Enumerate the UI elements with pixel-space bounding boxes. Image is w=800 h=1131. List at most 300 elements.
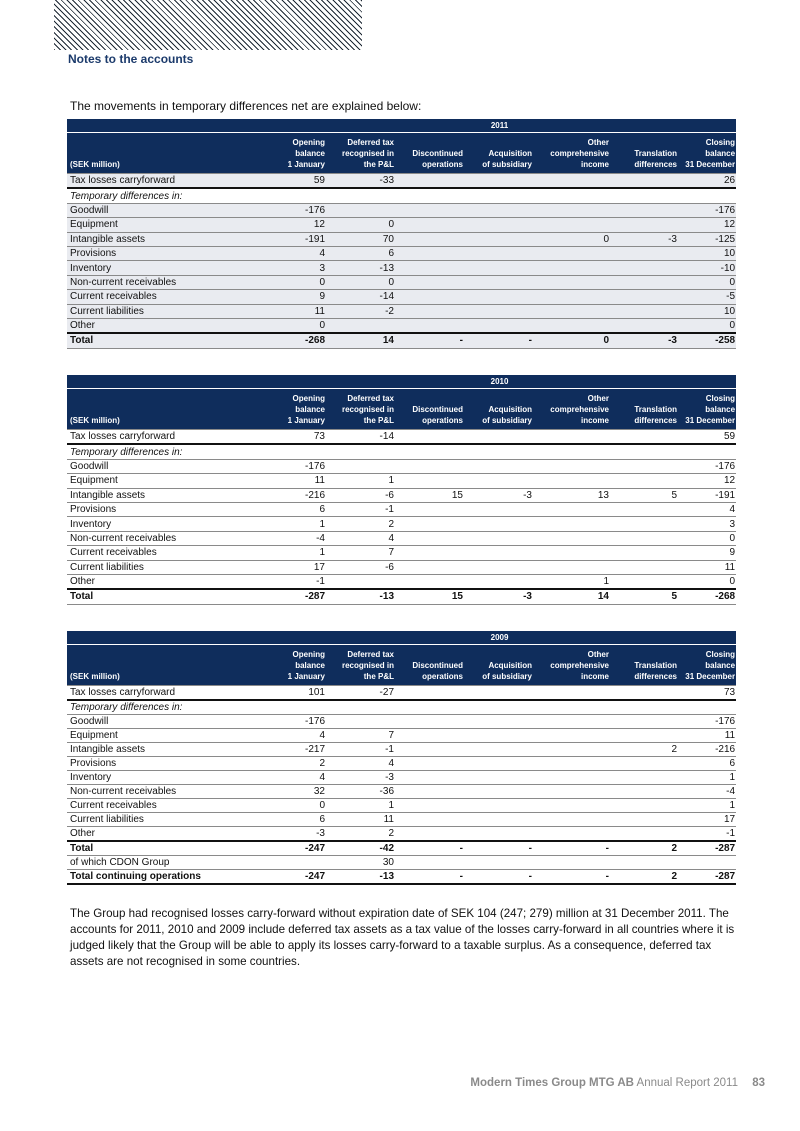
table-cell: 73 bbox=[678, 686, 736, 701]
table-cell: -4 bbox=[263, 531, 326, 545]
table-cell bbox=[464, 290, 533, 304]
table-cell bbox=[464, 715, 533, 729]
table-cell bbox=[395, 502, 464, 516]
table-cell: -216 bbox=[263, 488, 326, 502]
table-cell: 15 bbox=[395, 589, 464, 604]
table-cell bbox=[464, 218, 533, 232]
table-cell bbox=[395, 531, 464, 545]
column-header-line: Closing bbox=[705, 138, 736, 147]
table-cell: 6 bbox=[326, 246, 395, 260]
table-cell bbox=[395, 430, 464, 445]
table-cell bbox=[610, 275, 678, 289]
table-cell: 9 bbox=[678, 546, 736, 560]
table-cell: -3 bbox=[263, 827, 326, 842]
table-cell bbox=[533, 531, 610, 545]
column-header-line bbox=[395, 137, 463, 148]
table-cell bbox=[610, 560, 678, 574]
table-cell bbox=[395, 218, 464, 232]
row-label: Inventory bbox=[67, 517, 263, 531]
table-cell bbox=[464, 827, 533, 842]
table-cell bbox=[395, 574, 464, 589]
table-cell: -10 bbox=[678, 261, 736, 275]
table-cell: -1 bbox=[326, 502, 395, 516]
table-cell bbox=[678, 444, 736, 459]
column-header-line: balance bbox=[295, 661, 325, 670]
table-row bbox=[67, 290, 736, 304]
table-cell: - bbox=[395, 333, 464, 348]
table-cell bbox=[533, 560, 610, 574]
column-header-line: Deferred tax bbox=[347, 650, 394, 659]
column-header-c7 bbox=[678, 133, 736, 174]
column-header-c4 bbox=[464, 389, 533, 430]
column-header-c1 bbox=[263, 133, 326, 174]
table-2009 bbox=[67, 631, 736, 885]
table-cell bbox=[326, 444, 395, 459]
column-header-line: 31 December bbox=[685, 160, 736, 169]
table-cell bbox=[395, 799, 464, 813]
table-cell bbox=[533, 203, 610, 217]
table-row bbox=[67, 785, 736, 799]
table-cell: -268 bbox=[263, 333, 326, 348]
table-cell bbox=[533, 275, 610, 289]
table-cell bbox=[533, 430, 610, 445]
table-cell bbox=[464, 574, 533, 589]
table-row bbox=[67, 531, 736, 545]
table-cell bbox=[395, 546, 464, 560]
table-cell bbox=[395, 785, 464, 799]
column-header-line: recognised in bbox=[341, 405, 394, 414]
column-header-line: comprehensive bbox=[550, 661, 609, 670]
table-row bbox=[67, 757, 736, 771]
table-row bbox=[67, 218, 736, 232]
table-cell: -216 bbox=[678, 743, 736, 757]
table-cell bbox=[395, 757, 464, 771]
table-cell: -176 bbox=[678, 203, 736, 217]
column-header-line: balance bbox=[705, 405, 736, 414]
column-header-c5 bbox=[533, 133, 610, 174]
table-cell: 59 bbox=[263, 174, 326, 189]
table-cell: 70 bbox=[326, 232, 395, 246]
table-cell: 2 bbox=[263, 757, 326, 771]
table-cell: 11 bbox=[326, 813, 395, 827]
table-cell bbox=[464, 444, 533, 459]
table-cell: -176 bbox=[678, 715, 736, 729]
table-cell bbox=[464, 275, 533, 289]
table-cell bbox=[395, 856, 464, 870]
table-cell bbox=[395, 188, 464, 203]
row-label: Other bbox=[67, 318, 263, 333]
column-header-line: of subsidiary bbox=[482, 160, 532, 169]
column-header-c3 bbox=[395, 133, 464, 174]
column-header-line: balance bbox=[295, 149, 325, 158]
table-cell: 7 bbox=[326, 546, 395, 560]
table-cell bbox=[610, 729, 678, 743]
table-cell: -1 bbox=[678, 827, 736, 842]
table-cell bbox=[610, 261, 678, 275]
table-cell bbox=[610, 531, 678, 545]
column-header-c3 bbox=[395, 645, 464, 686]
table-row bbox=[67, 318, 736, 333]
row-label: Other bbox=[67, 574, 263, 589]
table-cell bbox=[610, 771, 678, 785]
table-cell bbox=[533, 856, 610, 870]
row-label: Total continuing operations bbox=[67, 870, 263, 885]
table-cell: -13 bbox=[326, 261, 395, 275]
column-header-line: income bbox=[580, 160, 609, 169]
table-cell: -176 bbox=[263, 459, 326, 473]
table-cell bbox=[533, 729, 610, 743]
table-cell bbox=[533, 290, 610, 304]
table-cell bbox=[610, 856, 678, 870]
table-cell bbox=[533, 785, 610, 799]
footer-report: Annual Report 2011 bbox=[636, 1077, 738, 1089]
column-header-line bbox=[395, 649, 463, 660]
table-row bbox=[67, 188, 736, 203]
table-cell: 6 bbox=[263, 813, 326, 827]
table-cell bbox=[395, 474, 464, 488]
row-label: Provisions bbox=[67, 757, 263, 771]
table-cell: 12 bbox=[678, 218, 736, 232]
table-cell bbox=[395, 743, 464, 757]
table-cell: -14 bbox=[326, 430, 395, 445]
table-cell bbox=[395, 246, 464, 260]
column-header-line: 31 December bbox=[685, 416, 736, 425]
table-cell: 1 bbox=[533, 574, 610, 589]
footer-company: Modern Times Group MTG AB bbox=[470, 1077, 634, 1089]
column-header-line: differences bbox=[634, 160, 677, 169]
table-cell bbox=[395, 560, 464, 574]
table-cell bbox=[678, 188, 736, 203]
table-cell: 4 bbox=[263, 771, 326, 785]
table-row bbox=[67, 827, 736, 842]
table-cell: -3 bbox=[464, 589, 533, 604]
table-cell: -14 bbox=[326, 290, 395, 304]
table-cell: 6 bbox=[263, 502, 326, 516]
table-row bbox=[67, 203, 736, 217]
column-header-line: income bbox=[580, 416, 609, 425]
table-cell bbox=[533, 261, 610, 275]
table-row bbox=[67, 459, 736, 473]
column-header-line: Discontinued bbox=[412, 405, 463, 414]
column-header-line: Closing bbox=[705, 650, 736, 659]
table-cell bbox=[533, 686, 610, 701]
table-cell: 2 bbox=[610, 841, 678, 856]
column-header-c5 bbox=[533, 389, 610, 430]
table-cell: -3 bbox=[610, 232, 678, 246]
row-label: Other bbox=[67, 827, 263, 842]
row-label: Equipment bbox=[67, 474, 263, 488]
table-cell bbox=[464, 203, 533, 217]
column-header-line: differences bbox=[634, 416, 677, 425]
table-cell: -191 bbox=[263, 232, 326, 246]
row-label: Equipment bbox=[67, 729, 263, 743]
table-cell bbox=[395, 700, 464, 715]
table-cell bbox=[533, 304, 610, 318]
table-cell bbox=[533, 459, 610, 473]
table-cell: 0 bbox=[533, 232, 610, 246]
table-cell: 0 bbox=[326, 275, 395, 289]
table-cell: -36 bbox=[326, 785, 395, 799]
table-cell bbox=[395, 517, 464, 531]
column-header-c3 bbox=[395, 389, 464, 430]
table-cell bbox=[610, 757, 678, 771]
column-header-c6 bbox=[610, 645, 678, 686]
row-label: Temporary differences in: bbox=[67, 188, 263, 203]
column-header-line bbox=[610, 393, 677, 404]
table-row bbox=[67, 715, 736, 729]
row-label: Tax losses carryforward bbox=[67, 686, 263, 701]
row-label: Temporary differences in: bbox=[67, 444, 263, 459]
table-row bbox=[67, 841, 736, 856]
table-cell bbox=[533, 474, 610, 488]
year-label: 2011 bbox=[263, 119, 736, 133]
table-cell: 12 bbox=[263, 218, 326, 232]
table-2010 bbox=[67, 375, 736, 605]
table-cell: -27 bbox=[326, 686, 395, 701]
column-header-line: recognised in bbox=[341, 149, 394, 158]
table-cell bbox=[533, 502, 610, 516]
table-cell bbox=[533, 799, 610, 813]
column-header-line bbox=[395, 393, 463, 404]
row-label: Intangible assets bbox=[67, 488, 263, 502]
year-label: 2010 bbox=[263, 375, 736, 389]
table-cell bbox=[464, 743, 533, 757]
table-cell: - bbox=[464, 333, 533, 348]
column-header-line: Acquisition bbox=[488, 149, 532, 158]
table-cell bbox=[395, 318, 464, 333]
table-cell: -6 bbox=[326, 560, 395, 574]
row-label: Current liabilities bbox=[67, 304, 263, 318]
column-header-line: Other bbox=[587, 650, 609, 659]
table-cell bbox=[533, 757, 610, 771]
table-cell bbox=[533, 700, 610, 715]
table-row bbox=[67, 589, 736, 604]
row-label: Goodwill bbox=[67, 203, 263, 217]
table-cell: 0 bbox=[263, 275, 326, 289]
table-cell bbox=[395, 203, 464, 217]
table-cell: - bbox=[533, 870, 610, 885]
year-header-row bbox=[67, 119, 736, 133]
row-label: Equipment bbox=[67, 218, 263, 232]
table-cell bbox=[326, 574, 395, 589]
column-header-c4 bbox=[464, 133, 533, 174]
table-cell: -13 bbox=[326, 870, 395, 885]
table-cell bbox=[533, 827, 610, 842]
column-header-line bbox=[610, 137, 677, 148]
column-header-label: (SEK million) bbox=[67, 389, 263, 430]
table-cell bbox=[533, 188, 610, 203]
table-cell: 1 bbox=[678, 799, 736, 813]
column-header-line: 31 December bbox=[685, 672, 736, 681]
row-label: Non-current receivables bbox=[67, 785, 263, 799]
table-cell: -287 bbox=[678, 870, 736, 885]
column-header-line: Deferred tax bbox=[347, 394, 394, 403]
column-header-c1 bbox=[263, 389, 326, 430]
table-cell: -287 bbox=[678, 841, 736, 856]
table-cell bbox=[395, 290, 464, 304]
table-cell bbox=[395, 827, 464, 842]
column-header-line bbox=[464, 137, 532, 148]
column-header-line: 1 January bbox=[287, 416, 325, 425]
column-header-line: Other bbox=[587, 394, 609, 403]
table-cell: -3 bbox=[610, 333, 678, 348]
column-header-line: income bbox=[580, 672, 609, 681]
table-cell bbox=[464, 502, 533, 516]
table-cell: 4 bbox=[326, 757, 395, 771]
table-row bbox=[67, 517, 736, 531]
table-row bbox=[67, 333, 736, 348]
table-cell: -3 bbox=[464, 488, 533, 502]
table-row bbox=[67, 546, 736, 560]
table-cell: -287 bbox=[263, 589, 326, 604]
table-cell: 17 bbox=[678, 813, 736, 827]
section-title: Notes to the accounts bbox=[68, 52, 194, 66]
table-cell bbox=[464, 261, 533, 275]
column-header-line: operations bbox=[422, 160, 463, 169]
column-header-line: Closing bbox=[705, 394, 736, 403]
table-cell: 73 bbox=[263, 430, 326, 445]
table-cell bbox=[395, 304, 464, 318]
table-cell bbox=[610, 459, 678, 473]
table-cell: 0 bbox=[678, 318, 736, 333]
table-cell bbox=[610, 813, 678, 827]
table-cell: 5 bbox=[610, 488, 678, 502]
page-number: 83 bbox=[752, 1077, 765, 1089]
table-cell: 2 bbox=[326, 517, 395, 531]
table-cell bbox=[395, 275, 464, 289]
table-cell bbox=[263, 188, 326, 203]
table-row bbox=[67, 246, 736, 260]
column-header-line: Acquisition bbox=[488, 661, 532, 670]
table-cell bbox=[464, 474, 533, 488]
table-cell bbox=[533, 218, 610, 232]
table-cell: 1 bbox=[678, 771, 736, 785]
column-header-line: the P&L bbox=[363, 672, 394, 681]
table-cell: -1 bbox=[263, 574, 326, 589]
column-header-line: Discontinued bbox=[412, 149, 463, 158]
table-cell bbox=[610, 686, 678, 701]
table-cell bbox=[464, 856, 533, 870]
row-label: Total bbox=[67, 841, 263, 856]
table-cell: -6 bbox=[326, 488, 395, 502]
table-cell bbox=[464, 560, 533, 574]
column-header-line: Acquisition bbox=[488, 405, 532, 414]
column-header-c2 bbox=[326, 133, 395, 174]
table-cell bbox=[533, 743, 610, 757]
table-cell: - bbox=[533, 841, 610, 856]
table-cell bbox=[326, 318, 395, 333]
table-cell bbox=[326, 459, 395, 473]
row-label: of which CDON Group bbox=[67, 856, 263, 870]
table-cell: -1 bbox=[326, 743, 395, 757]
column-header-line: the P&L bbox=[363, 416, 394, 425]
year-header-row bbox=[67, 631, 736, 645]
table-row bbox=[67, 488, 736, 502]
column-header-line: Opening bbox=[292, 138, 325, 147]
row-label: Goodwill bbox=[67, 459, 263, 473]
column-header-line: Opening bbox=[292, 394, 325, 403]
table-cell: 30 bbox=[326, 856, 395, 870]
table-cell: 10 bbox=[678, 246, 736, 260]
column-header-line: balance bbox=[705, 149, 736, 158]
table-cell bbox=[610, 502, 678, 516]
table-cell: 0 bbox=[533, 333, 610, 348]
table-cell bbox=[464, 318, 533, 333]
row-label: Temporary differences in: bbox=[67, 700, 263, 715]
column-header-line bbox=[464, 393, 532, 404]
table-cell: 13 bbox=[533, 488, 610, 502]
table-cell bbox=[533, 318, 610, 333]
table-cell bbox=[326, 188, 395, 203]
row-label: Goodwill bbox=[67, 715, 263, 729]
table-cell: -176 bbox=[263, 715, 326, 729]
table-cell: 32 bbox=[263, 785, 326, 799]
row-label: Current liabilities bbox=[67, 813, 263, 827]
column-header-line: Translation bbox=[634, 149, 677, 158]
table-row bbox=[67, 799, 736, 813]
table-cell bbox=[395, 174, 464, 189]
column-header-line: Opening bbox=[292, 650, 325, 659]
table-cell bbox=[464, 729, 533, 743]
year-label: 2009 bbox=[263, 631, 736, 645]
table-cell bbox=[464, 771, 533, 785]
header-hatch-pattern bbox=[54, 0, 362, 50]
table-cell bbox=[464, 799, 533, 813]
table-cell bbox=[533, 771, 610, 785]
table-cell: -176 bbox=[263, 203, 326, 217]
column-header-line: differences bbox=[634, 672, 677, 681]
table-cell bbox=[395, 771, 464, 785]
table-cell bbox=[464, 188, 533, 203]
table-cell bbox=[610, 290, 678, 304]
table-cell: -3 bbox=[326, 771, 395, 785]
column-header-line: 1 January bbox=[287, 672, 325, 681]
table-cell bbox=[464, 304, 533, 318]
column-header-line: balance bbox=[705, 661, 736, 670]
table-row bbox=[67, 729, 736, 743]
table-cell bbox=[464, 232, 533, 246]
table-row bbox=[67, 743, 736, 757]
table-cell: -2 bbox=[326, 304, 395, 318]
table-cell: 2 bbox=[326, 827, 395, 842]
page-footer bbox=[470, 1077, 765, 1089]
table-cell bbox=[610, 304, 678, 318]
column-header-row bbox=[67, 133, 736, 174]
intro-text: The movements in temporary differences net are explained below: bbox=[70, 99, 422, 113]
row-label: Non-current receivables bbox=[67, 531, 263, 545]
table-cell: 0 bbox=[678, 574, 736, 589]
table-cell: 17 bbox=[263, 560, 326, 574]
table-cell bbox=[610, 574, 678, 589]
column-header-c4 bbox=[464, 645, 533, 686]
table-row bbox=[67, 771, 736, 785]
table-cell bbox=[610, 218, 678, 232]
table-cell bbox=[610, 785, 678, 799]
table-cell bbox=[610, 517, 678, 531]
table-cell: 6 bbox=[678, 757, 736, 771]
table-row bbox=[67, 261, 736, 275]
column-header-line: of subsidiary bbox=[482, 416, 532, 425]
column-header-line: Discontinued bbox=[412, 661, 463, 670]
table-cell bbox=[610, 799, 678, 813]
table-cell bbox=[326, 203, 395, 217]
table-cell bbox=[263, 444, 326, 459]
table-cell: 7 bbox=[326, 729, 395, 743]
table-cell: 0 bbox=[678, 275, 736, 289]
row-label: Total bbox=[67, 333, 263, 348]
table-cell bbox=[464, 813, 533, 827]
table-cell bbox=[395, 232, 464, 246]
